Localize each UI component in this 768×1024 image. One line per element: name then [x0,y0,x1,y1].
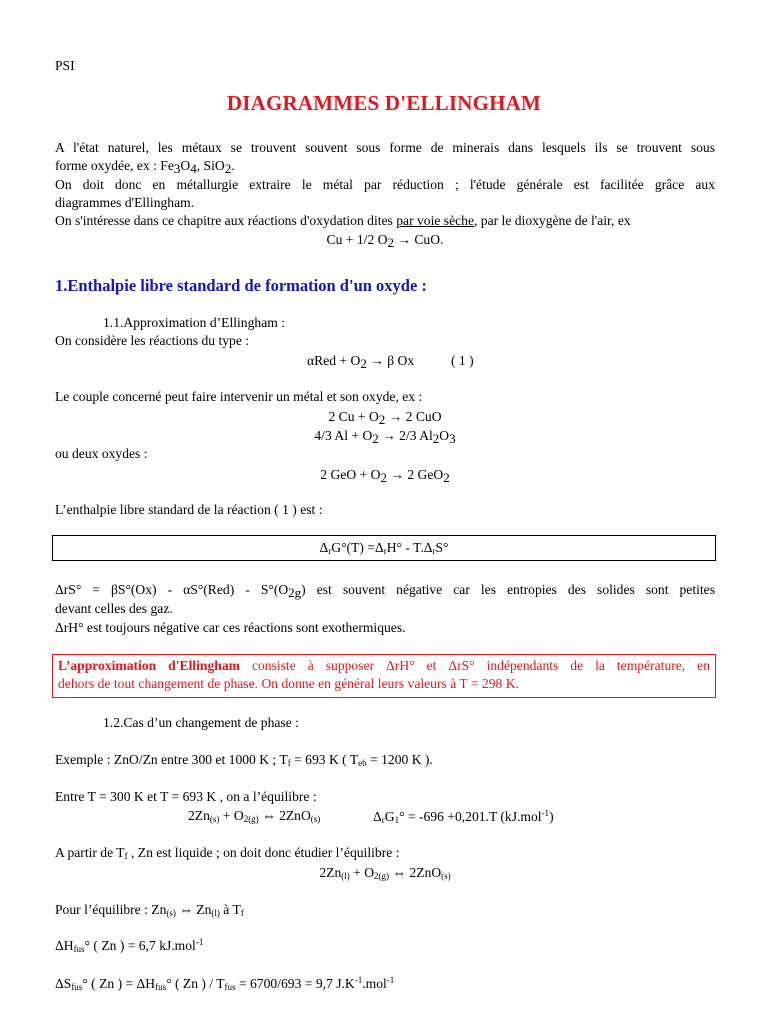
apartir-text: A partir de $T_f$ , Zn est liquide ; on doit donc étudier l’équilibre : [55,845,400,861]
enthalpie-text: L’enthalpie libre standard de la réaction ( 1 ) est : [55,502,323,517]
approximation-line-1: L’approximation d'Ellingham consiste à supposer ΔrH° et ΔrS° indépendants de la température, en [58,658,711,673]
example-ge: 2 GeO + $O_2 \to 2$ GeO$_2$ [320,467,450,485]
intro-line-5: On s'intéresse dans ce chapitre aux réactions d'oxydation dites par voie sèche, par le dioxygène de l'air, ex [55,213,631,228]
fusion-enthalpy: $\Delta H_{fus}^\circ$ ( Zn ) = 6,7 kJ.mol$^{-1}$ [55,937,204,954]
fusion-equilibrium: Pour l’équilibre : $Zn_{(s)}$ ⇔ $Zn_{(l)}$ à $T_f$ [55,902,244,918]
approximation-box [52,654,716,698]
page-title: DIAGRAMMES D'ELLINGHAM [226,91,542,115]
header-label: PSI [55,58,75,73]
section-1-title: 1.Enthalpie libre standard de formation d'un oxyde : [55,276,427,295]
intro-line-2: forme oxydée, ex : $Fe_3O_4$, SiO$_2$. [55,158,235,176]
entropy-line-1: $\Delta rS^\circ = \beta S^\circ(Ox) - \alpha S^\circ(Red) - S^\circ(O_{2g})$ est souvent négative car les entropies des solides sont petites [55,582,715,600]
fusion-entropy: $\Delta S_{fus}^\circ$ ( Zn ) = $\Delta H_{fus}^\circ$ ( Zn ) / $T_{fus} = 6700/693 = 9,7$ $J.K^{-1}.mol^{-1}$ [55,975,395,992]
example-cu: 2 $Cu + O_2 \to 2$ CuO [328,409,442,427]
couple-text: Le couple concerné peut faire intervenir un métal et son oxyde, ex : [55,389,423,404]
intro-line-3: On doit donc en métallurgie extraire le métal par réduction ; l'étude générale est facilitée grâce aux [55,177,715,192]
intro-equation: Cu + 1/2 $O_2$ → CuO. [326,232,444,250]
gibbs-formula: $\Delta_rG^\circ(T) =\Delta_rH^\circ - T.\Delta_rS^\circ$ [319,540,449,556]
intro-line-4: diagrammes d'Ellingham. [55,195,195,210]
subsection-1-2-title: 1.2.Cas d’un changement de phase : [103,715,299,730]
equilibrium-1: $2Zn_{(s)} + O_{2(g)}$ ⇔ 2ZnO$_{(s)}$ [188,808,321,824]
entropy-line-2: devant celles des gaz. [55,601,173,616]
equilibrium-2: $2Zn_{(l)} + O_{2(g)}$ ⇔ 2ZnO$_{(s)}$ [319,865,451,881]
entre-text: Entre T = 300 K et T = 693 K , on a l’équilibre : [55,789,317,804]
subsection-1-1-title: 1.1.Approximation d’Ellingham : [103,315,285,330]
enthalpy-sign-text: ΔrH° est toujours négative car ces réactions sont exothermiques. [55,620,406,635]
consider-text: On considère les réactions du type : [55,333,250,348]
gibbs-1-expression: $\Delta_rG_1^\circ = -696 +0,201.T$ (kJ.mol$^{-1}$) [373,808,554,825]
reaction-equation: $\alpha Red + O_2 \to \beta$ Ox [307,353,415,371]
ou-text: ou deux oxydes : [55,446,148,461]
example-zn: Exemple : ZnO/Zn entre 300 et 1000 K ; $T_f = 693$ K ( $T_{eb} = 1200$ K ). [55,752,433,768]
example-al: 4/3 $Al + O_2 \to 2/3$ $Al_2O_3$ [314,428,456,446]
formula-box [52,535,716,561]
reaction-number: ( 1 ) [451,353,474,368]
intro-line-1: A l'état naturel, les métaux se trouvent souvent sous forme de minerais dans lesquels ils se trouvent sous [55,140,715,155]
approximation-line-2: dehors de tout changement de phase. On donne en général leurs valeurs à T = 298 K. [58,676,519,691]
